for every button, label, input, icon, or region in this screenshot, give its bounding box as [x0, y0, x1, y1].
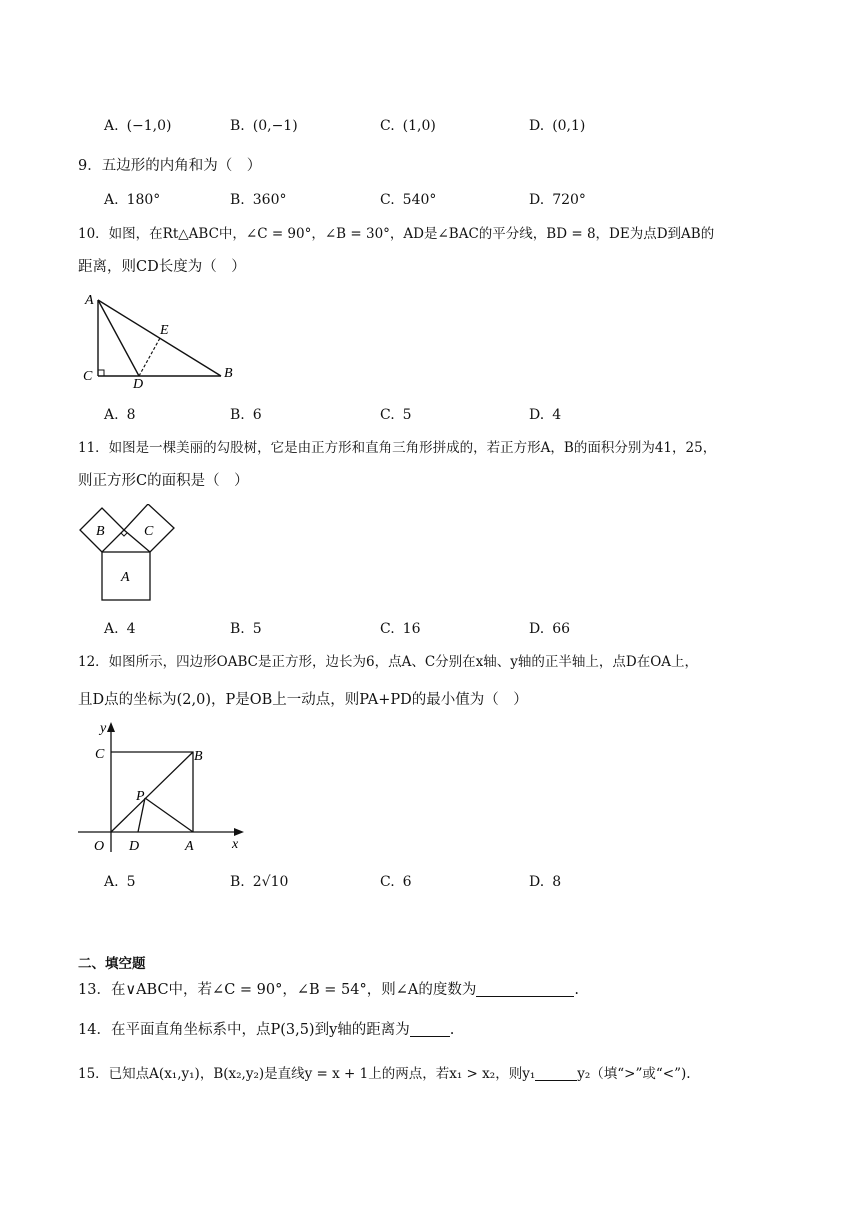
y-axis-label: y — [100, 721, 107, 736]
q15-answer-blank[interactable] — [535, 1066, 577, 1081]
q14-answer-blank[interactable] — [410, 1022, 450, 1037]
q10-option-a: A. 8 — [104, 407, 136, 423]
q11-option-d: D. 66 — [529, 621, 571, 637]
point-d-label: D — [129, 839, 140, 854]
q10-stem-line1: 10．如图，在Rt△ABC中，∠C = 90°，∠B = 30°，AD是∠BAC的平分线，BD = 8，DE为点D到AB的 — [78, 226, 715, 242]
q15-end: y₂（填“>”或“<”). — [577, 1066, 691, 1082]
q11-option-b: B. 5 — [230, 621, 262, 637]
q10-stem-line2: 距离，则CD长度为（ ） — [78, 259, 246, 275]
square-a-label: A — [121, 570, 130, 585]
q8-option-b: B. (0,−1) — [230, 118, 298, 134]
q9-option-b: B. 360° — [230, 192, 287, 208]
q8-option-d: D. (0,1) — [529, 118, 586, 134]
q12-option-a: A. 5 — [104, 874, 136, 890]
q14-text: 14．在平面直角坐标系中，点P(3,5)到y轴的距离为 — [78, 1022, 410, 1038]
q11-option-c: C. 16 — [380, 621, 421, 637]
label-a: A — [85, 293, 94, 308]
q13-answer-blank[interactable] — [476, 982, 574, 997]
q10-triangle-figure — [78, 288, 248, 388]
q13-text: 13．在∨ABC中，若∠C = 90°，∠B = 54°，则∠A的度数为 — [78, 982, 477, 998]
q13 — [78, 980, 579, 1000]
q9-option-d: D. 720° — [529, 192, 586, 208]
square-b-label: B — [96, 524, 105, 539]
label-b: B — [224, 366, 233, 381]
point-b-label: B — [194, 749, 203, 764]
q15-text: 15．已知点A(x₁,y₁)，B(x₂,y₂)是直线y = x + 1上的两点，若x₁ > x₂，则y₁ — [78, 1066, 536, 1082]
q10-option-d: D. 4 — [529, 407, 562, 423]
q12-option-b: B. 2√10 — [230, 874, 289, 890]
q14-end: . — [449, 1022, 455, 1038]
label-e: E — [160, 323, 169, 338]
x-axis-label: x — [232, 837, 239, 852]
q13-end: . — [574, 982, 579, 998]
point-a-label: A — [185, 839, 194, 854]
q12-stem-line1: 12．如图所示，四边形OABC是正方形，边长为6，点A、C分别在x轴、y轴的正半轴上，点D在OA上， — [78, 654, 699, 670]
q9-option-a: A. 180° — [104, 192, 161, 208]
q11-stem-line2: 则正方形C的面积是（ ） — [78, 473, 249, 489]
q15 — [78, 1064, 691, 1084]
point-c-label: C — [95, 747, 105, 762]
q8-option-c: C. (1,0) — [380, 118, 436, 134]
q12-option-d: D. 8 — [529, 874, 562, 890]
q11-pythagoras-tree-figure — [78, 504, 188, 604]
q14 — [78, 1020, 454, 1040]
point-p-label: P — [136, 789, 145, 804]
q11-option-a: A. 4 — [104, 621, 136, 637]
label-d: D — [133, 377, 144, 388]
q9-stem: 9．五边形的内角和为（ ） — [78, 158, 262, 174]
q9-option-c: C. 540° — [380, 192, 437, 208]
q11-stem-line1: 11．如图是一棵美丽的勾股树，它是由正方形和直角三角形拼成的，若正方形A，B的面积分别为41，25， — [78, 440, 717, 456]
q10-option-c: C. 5 — [380, 407, 412, 423]
square-c-label: C — [144, 524, 154, 539]
point-o-label: O — [94, 839, 105, 854]
q10-option-b: B. 6 — [230, 407, 262, 423]
q12-coordinate-figure — [74, 718, 254, 858]
q12-option-c: C. 6 — [380, 874, 412, 890]
section-title-fill-in: 二、填空题 — [78, 956, 146, 972]
label-c: C — [83, 369, 93, 384]
q12-stem-line2: 且D点的坐标为(2,0)，P是OB上一动点，则PA+PD的最小值为（ ） — [78, 692, 528, 708]
q8-option-a: A. (−1,0) — [104, 118, 172, 134]
